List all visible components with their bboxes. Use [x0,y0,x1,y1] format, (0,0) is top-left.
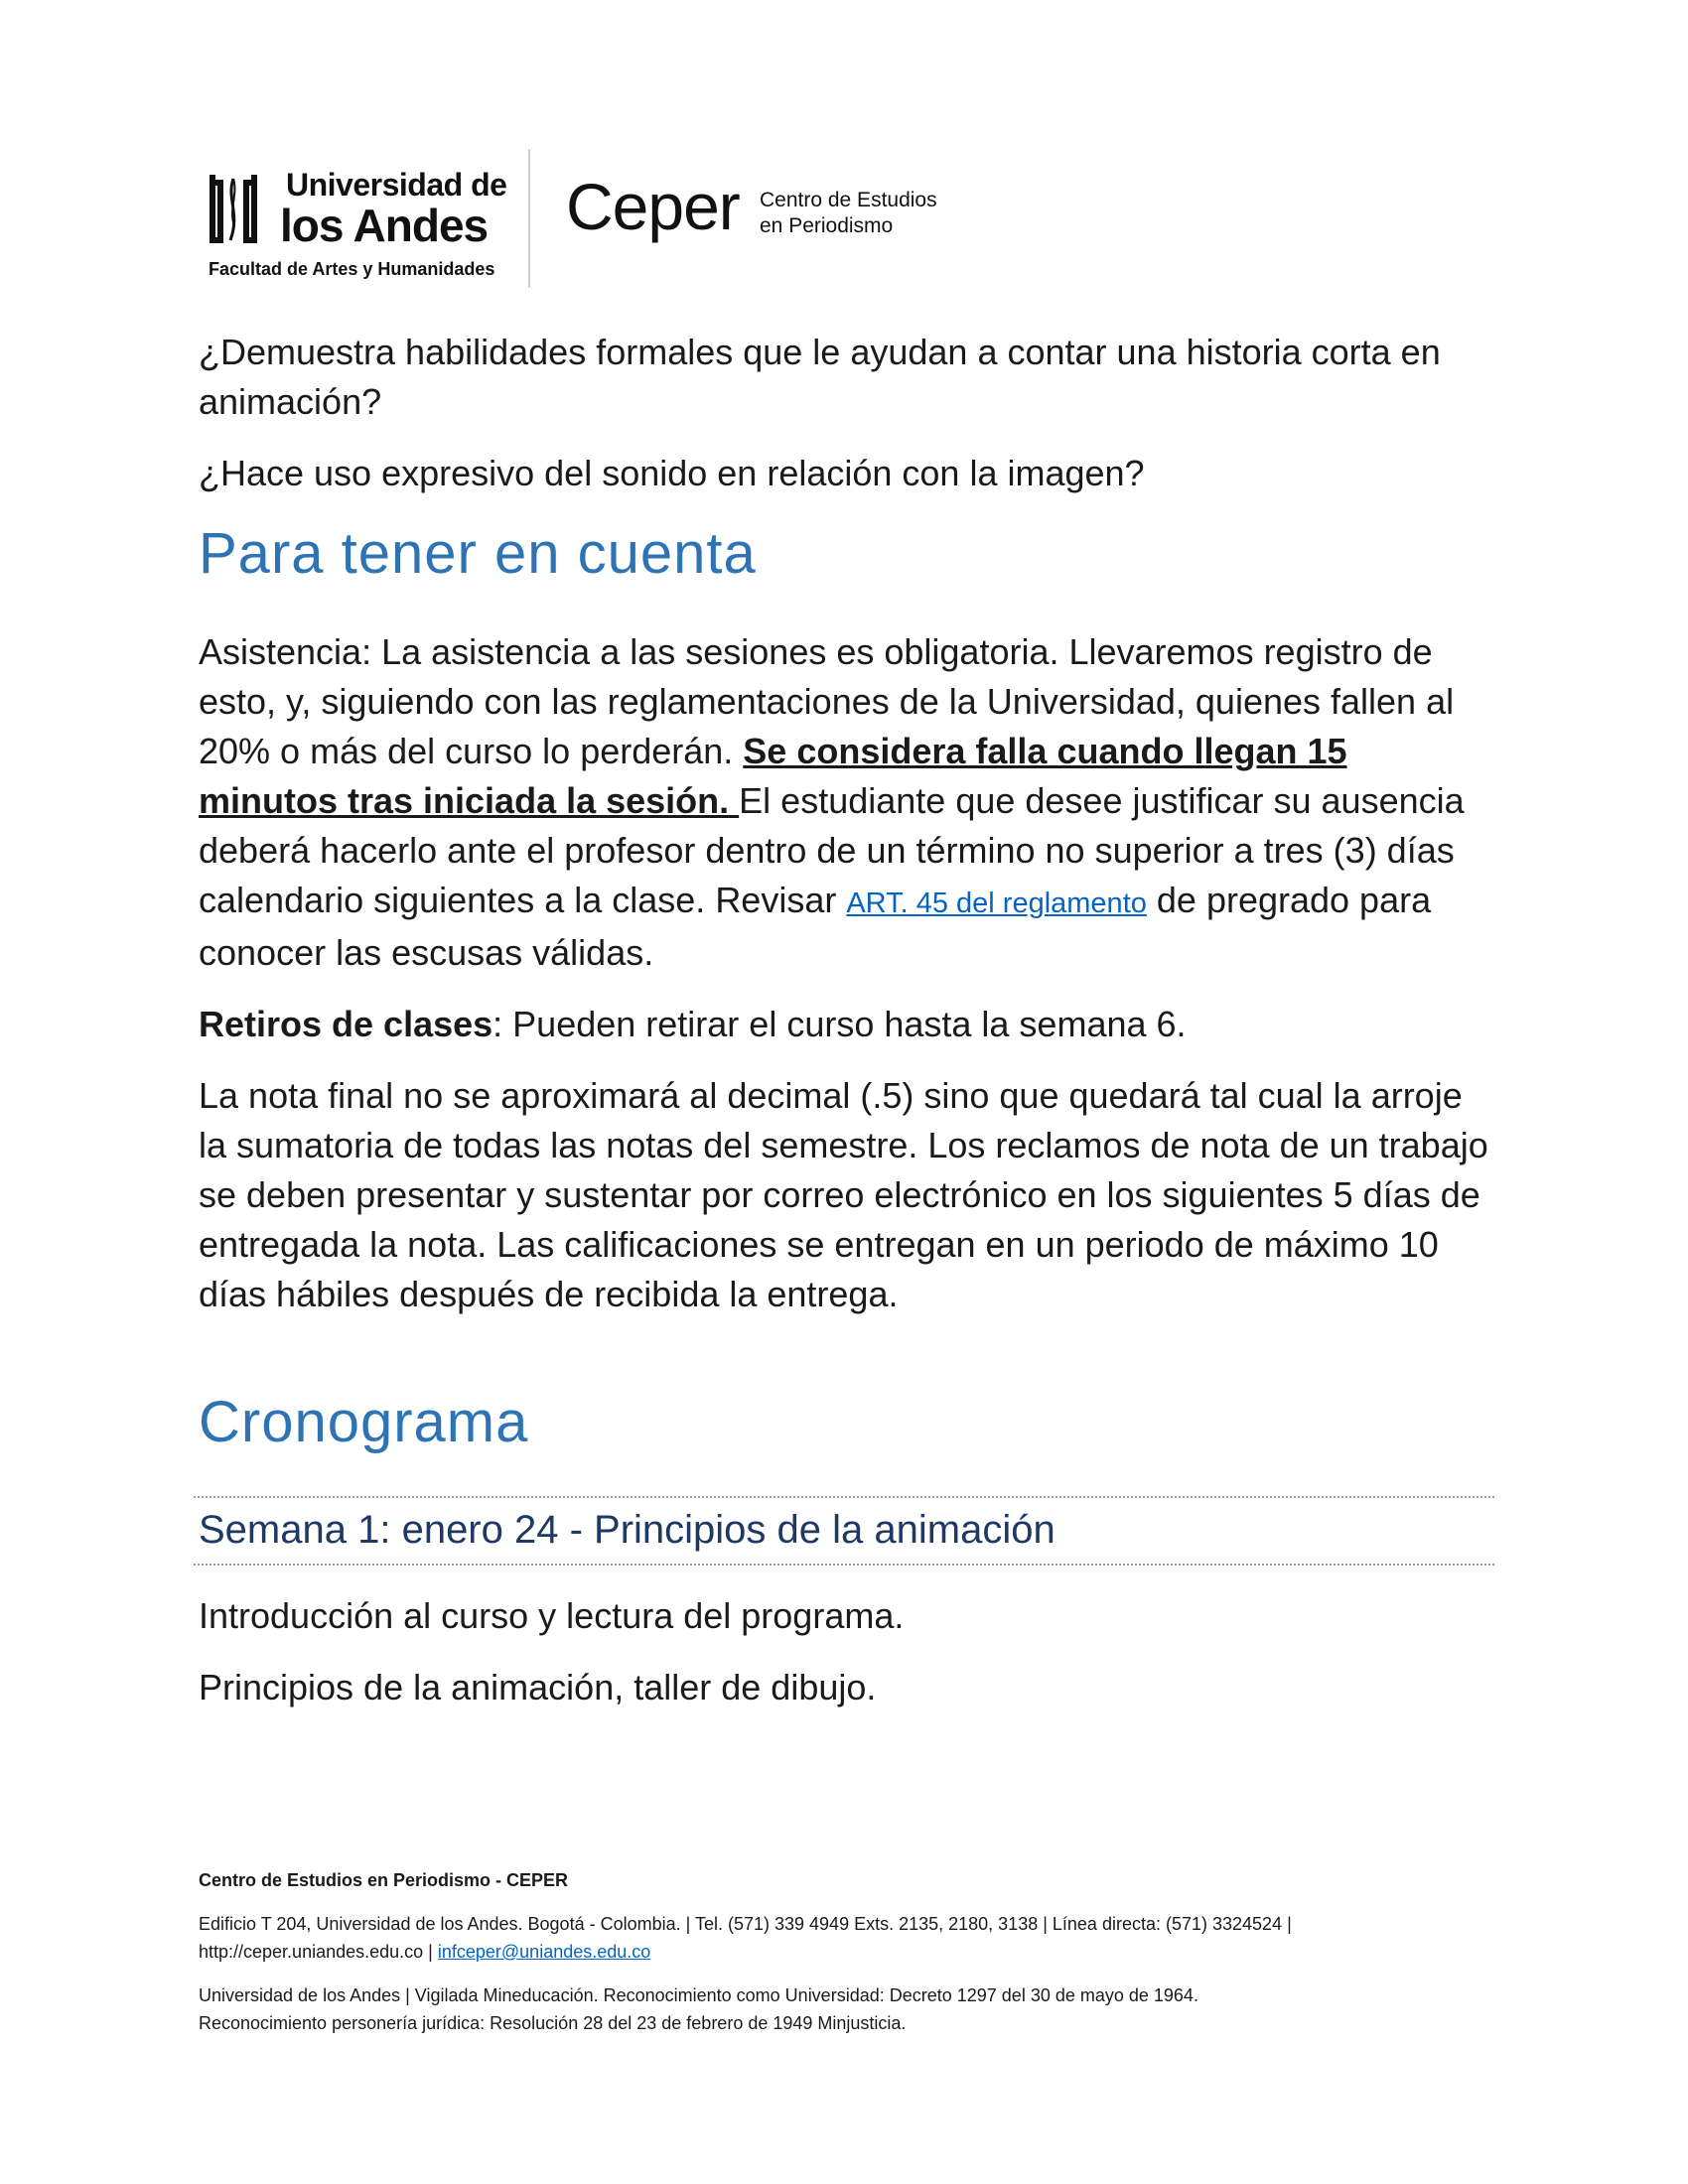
attendance-text-before: Asistencia: La asistencia a las sesiones es obligatoria. Llevaremos registro de esto, y, siguiendo con las reglamentaciones de la Universidad, quienes fallen al 20% o más del curso lo perderán. [199,631,1455,771]
section-heading-schedule: Cronograma [199,1390,529,1454]
ceper-logo-word: Ceper [566,170,740,243]
week-1-item-1: Introducción al curso y lectura del programa. [199,1595,905,1636]
footer-address-text: Edificio T 204, Universidad de los Andes. Bogotá - Colombia. | Tel. (571) 339 4949 Exts. 2135, 2180, 3138 | Línea directa: (571) 3324524 | http://ceper.uniandes.edu.co | [199,1914,1292,1962]
attendance-text-after: de pregrado para conocer las escusas válidas. [199,880,1432,973]
withdrawal-label: Retiros de clases [199,1004,493,1044]
uniandes-emblem-icon [205,169,262,246]
footer-address [199,1910,1489,1966]
attendance-paragraph [199,627,1489,978]
week-1-item-2: Principios de la animación, taller de dibujo. [199,1667,877,1707]
footer-legal-line1: Universidad de los Andes | Vigilada Mineducación. Reconocimiento como Universidad: Decreto 1297 del 30 de mayo de 1964. [199,1985,1198,2005]
question-1: ¿Demuestra habilidades formales que le ayudan a contar una historia corta en animación? [199,332,1441,422]
faculty-name: Facultad de Artes y Humanidades [209,259,495,279]
withdrawal-text: : Pueden retirar el curso hasta la semana 6. [492,1004,1187,1044]
week-1-heading-box [194,1496,1494,1566]
regulation-link[interactable]: ART. 45 del reglamento [846,887,1147,919]
document-body [199,328,1489,1734]
attendance-text-middle: El estudiante que desee justificar su ausencia deberá hacerlo ante el profesor dentro de un término no superior a tres (3) días calendario siguientes a la clase. Revisar [199,780,1465,920]
grades-paragraph: La nota final no se aproximará al decimal (.5) sino que quedará tal cual la arroje la sumatoria de todas las notas del semestre. Los reclamos de nota de un trabajo se deben presentar y sustentar por correo electrónico en los siguientes 5 días de entregada la nota. Las calificaciones se entregan en un periodo de máximo 10 días hábiles después de recibida la entrega. [199,1075,1488,1314]
university-name-line1: Universidad de [286,167,507,203]
page-header [199,149,993,288]
footer-legal-line2: Reconocimiento personería jurídica: Resolución 28 del 23 de febrero de 1949 Minjusticia. [199,2013,907,2033]
section-heading-notes: Para tener en cuenta [199,521,757,586]
uniandes-logo [199,157,507,286]
attendance-emphasis: Se considera falla cuando llegan 15 minutos tras iniciada la sesión. [199,731,1347,821]
footer-title: Centro de Estudios en Periodismo - CEPER [199,1870,569,1890]
ceper-subtitle-line1: Centro de Estudios [760,189,937,211]
university-name-line2: los Andes [280,200,489,251]
page-footer [199,1866,1489,2053]
footer-legal [199,1981,1489,2037]
ceper-subtitle-line2: en Periodismo [760,214,894,237]
withdrawal-paragraph [199,1000,1489,1049]
week-1-title: Semana 1: enero 24 - Principios de la animación [199,1508,1055,1552]
footer-email-link[interactable]: infceper@uniandes.edu.co [437,1942,651,1962]
header-divider [528,149,530,288]
question-2: ¿Hace uso expresivo del sonido en relación con la imagen? [199,453,1145,493]
